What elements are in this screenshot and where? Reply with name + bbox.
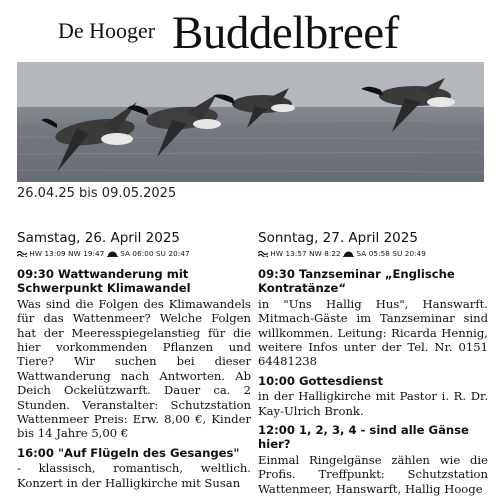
nw-label: NW (309, 249, 322, 258)
event-title: 16:00 "Auf Flügeln des Gesanges" (17, 445, 240, 460)
date-range: 26.04.25 bis 09.05.2025 (17, 186, 177, 201)
event-description: Was sind die Folgen des Klimawandels für das Wattenmeer? Welche Folgen hat der Meeresspiegelanstieg für die hier vorkommenden Pflanzen und Tiere? Wir suchen bei dieser Wattwanderung nach Antworten. Ab Deich Ockelützwarft. Dauer ca. 2 Stunden. Veranstalter: Schutzstation Wattenmeer Preis: Erw. 8,00 €, Kinder bis 14 Jahre 5,00 € (17, 296, 251, 441)
sa-label: SA (120, 249, 131, 258)
day-heading: Samstag, 26. April 2025 (17, 230, 181, 246)
day-column-saturday (17, 230, 251, 495)
hw-label: HW (29, 249, 43, 258)
hw-label: HW (270, 249, 284, 258)
su-label: SU (156, 249, 167, 258)
sa-time: 05:58 (368, 249, 390, 258)
event-title: 09:30 Wattwanderung mit Schwerpunkt Klimawandel (17, 267, 191, 296)
header-photo-geese (17, 62, 484, 182)
event-description: Einmal Ringelgänse zählen wie die Profis. Treffpunkt: Schutzstation Wattenmeer, Hanswarft, Hallig Hooge (258, 452, 488, 496)
day-column-sunday (258, 230, 488, 501)
sunrise-icon (343, 250, 354, 257)
masthead-prefix: De Hooger (58, 18, 156, 43)
event-title: 12:00 1, 2, 3, 4 - sind alle Gänse hier? (258, 423, 469, 452)
sunrise-icon (107, 250, 118, 257)
hw-time: 13:09 (44, 249, 66, 258)
wave-icon (17, 250, 27, 257)
su-time: 20:49 (404, 249, 426, 258)
sa-label: SA (356, 249, 367, 258)
masthead-title: Buddelbreef (172, 7, 399, 59)
su-label: SU (392, 249, 403, 258)
event-description: in "Uns Hallig Hus", Hanswarft. Mitmach-Gäste im Tanzseminar sind willkommen. Leitung: Ricarda Hennig, weitere Infos unter der Tel. Nr. 0151 64481238 (258, 296, 488, 369)
nw-time: 8:22 (324, 249, 341, 258)
tide-sun-times (258, 249, 488, 258)
hw-time: 13:57 (285, 249, 307, 258)
tide-sun-times (17, 249, 251, 258)
event-title: 09:30 Tanzseminar „Englische Kontratänze“ (258, 267, 455, 296)
day-heading: Sonntag, 27. April 2025 (258, 230, 418, 246)
masthead (0, 0, 500, 64)
su-time: 20:47 (168, 249, 190, 258)
event-description: - klassisch, romantisch, weltlich. Konzert in der Halligkirche mit Susan (17, 461, 251, 490)
nw-label: NW (68, 249, 81, 258)
sa-time: 06:00 (132, 249, 154, 258)
nw-time: 19:47 (83, 249, 105, 258)
wave-icon (258, 250, 268, 257)
event-description: in der Halligkirche mit Pastor i. R. Dr. Kay-Ulrich Bronk. (258, 389, 488, 418)
event-title: 10:00 Gottesdienst (258, 373, 384, 388)
